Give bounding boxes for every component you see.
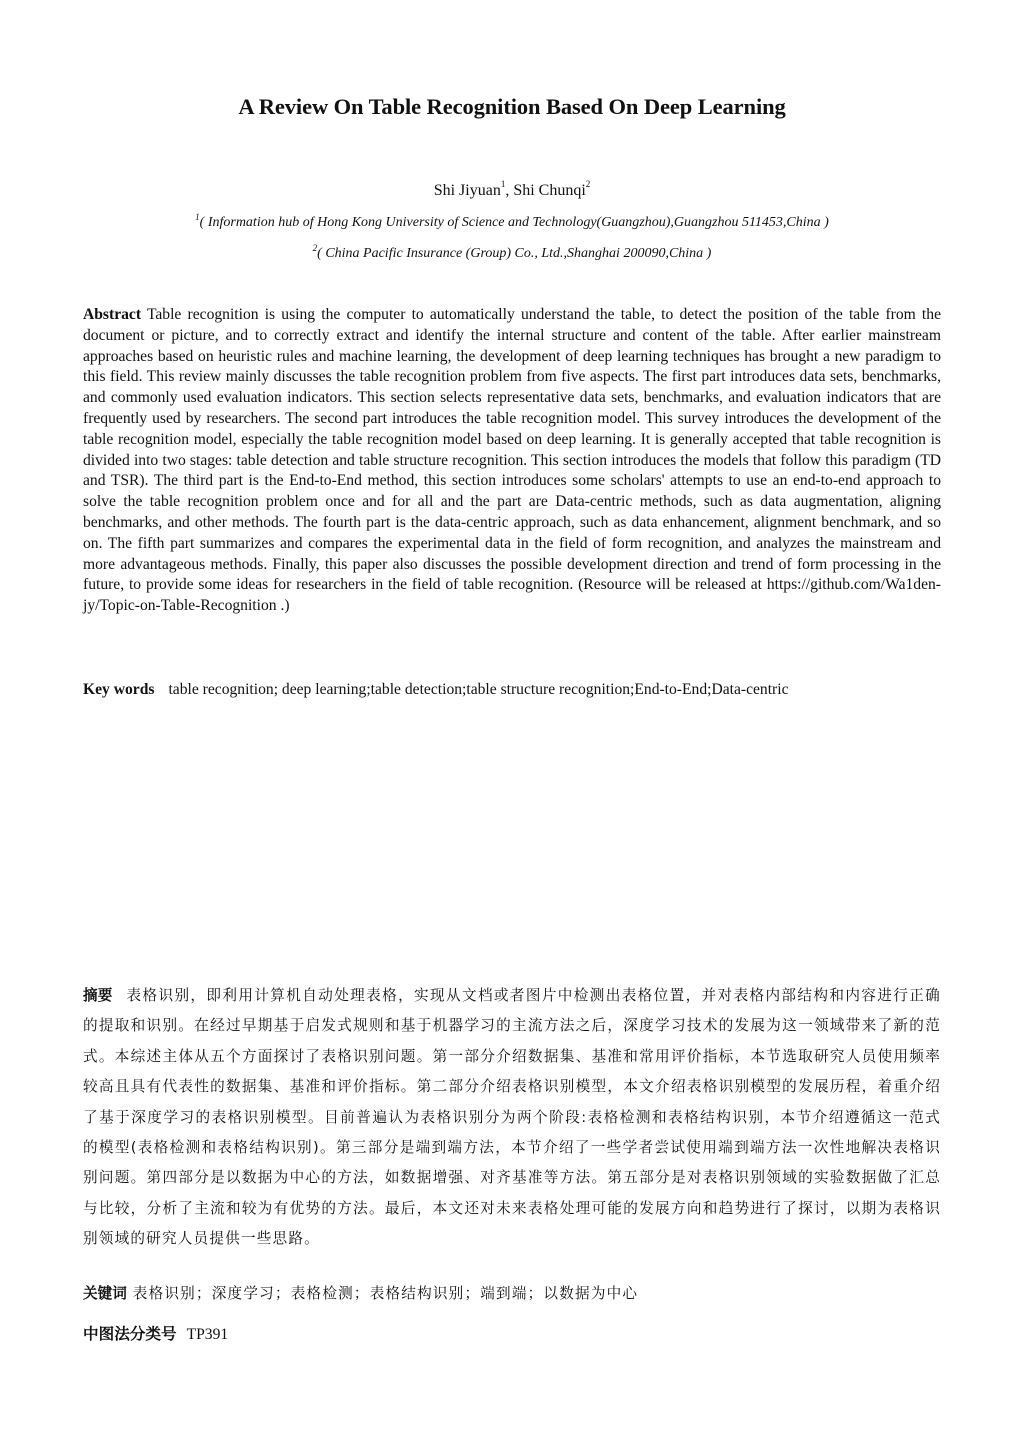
keywords-line (83, 681, 943, 699)
keywords-text: table recognition; deep learning;table detection;table structure recognition;End-to-End;Data-centric (168, 681, 789, 698)
affiliation-2 (0, 243, 1024, 262)
classification-number-value: TP391 (186, 1326, 229, 1343)
abstract-text: Table recognition is using the computer to automatically understand the table, to detect the position of the table from the document or picture, and to correctly extract and identify the internal structure and content of the table. After earlier mainstream approaches based on heuristic rules and machine learning, the development of deep learning techniques has brought a new paradigm to this field. This review mainly discusses the table recognition problem from five aspects. The first part introduces data sets, benchmarks, and commonly used evaluation indicators. This section selects representative data sets, benchmarks, and evaluation indicators that are frequently used by researchers. The second part introduces the table recognition model. This survey introduces the development of the table recognition model, especially the table recognition model based on deep learning. It is generally accepted that table recognition is divided into two stages: table detection and table structure recognition. This section introduces the models that follow this paradigm (TD and TSR). The third part is the End-to-End method, this section introduces some scholars' attempts to use an end-to-end approach to solve the table recognition problem once and for all and the part are Data-centric methods, such as data augmentation, aligning benchmarks, and other methods. The fourth part is the data-centric approach, such as data enhancement, alignment benchmark, and so on. The fifth part summarizes and compares the experimental data in the field of form recognition, and analyzes the mainstream and more advantageous methods. Finally, this paper also discusses the possible development direction and trend of form processing in the future, to provide some ideas for researchers in the field of table recognition. (Resource will be released at https://github.com/Wa1den-jy/Topic-on-Table-Recognition .) (83, 306, 941, 615)
chinese-abstract-paragraph (83, 981, 941, 1255)
keywords-label: Key words (83, 681, 155, 698)
affiliation-1 (0, 212, 1024, 231)
chinese-abstract-text: 表格识别，即利用计算机自动处理表格，实现从文档或者图片中检测出表格位置，并对表格内部结构和内容进行正确的提取和识别。在经过早期基于启发式规则和基于机器学习的主流方法之后，深度学习技术的发展为这一领域带来了新的范式。本综述主体从五个方面探讨了表格识别问题。第一部分介绍数据集、基准和常用评价指标，本节选取研究人员使用频率较高且具有代表性的数据集、基准和评价指标。第二部分介绍表格识别模型，本文介绍表格识别模型的发展历程，着重介绍了基于深度学习的表格识别模型。目前普遍认为表格识别分为两个阶段:表格检测和表格结构识别，本节介绍遵循这一范式的模型(表格检测和表格结构识别)。第三部分是端到端方法，本节介绍了一些学者尝试使用端到端方法一次性地解决表格识别问题。第四部分是以数据为中心的方法，如数据增强、对齐基准等方法。第五部分是对表格识别领域的实验数据做了汇总与比较，分析了主流和较为有优势的方法。最后，本文还对未来表格处理可能的发展方向和趋势进行了探讨，以期为表格识别领域的研究人员提供一些思路。 (83, 987, 941, 1248)
author-line (0, 179, 1024, 200)
classification-number-label: 中图法分类号 (83, 1325, 177, 1343)
author-2: Shi Chunqi (513, 182, 586, 199)
abstract-paragraph (83, 305, 941, 617)
abstract-label: Abstract (83, 306, 142, 323)
affiliation-2-mark: 2 (312, 243, 318, 253)
author-separator: , (505, 182, 514, 199)
chinese-keywords-label: 关键词 (83, 1285, 127, 1302)
affiliation-1-text: ( Information hub of Hong Kong University of Science and Technology(Guangzhou),Guangzhou 511453,China ) (199, 215, 829, 230)
affiliation-2-text: ( China Pacific Insurance (Group) Co., Ltd.,Shanghai 200090,China ) (317, 246, 712, 261)
paper-title: A Review On Table Recognition Based On Deep Learning (238, 94, 786, 119)
author-1-affil-mark: 1 (500, 179, 506, 189)
author-1: Shi Jiyuan (433, 182, 501, 199)
chinese-abstract-label: 摘要 (83, 987, 113, 1004)
chinese-keywords-text: 表格识别；深度学习；表格检测；表格结构识别；端到端；以数据为中心 (132, 1285, 639, 1302)
author-2-affil-mark: 2 (585, 179, 591, 189)
classification-number-line (83, 1322, 228, 1344)
chinese-keywords-line (83, 1282, 638, 1303)
affiliation-1-mark: 1 (195, 212, 200, 222)
